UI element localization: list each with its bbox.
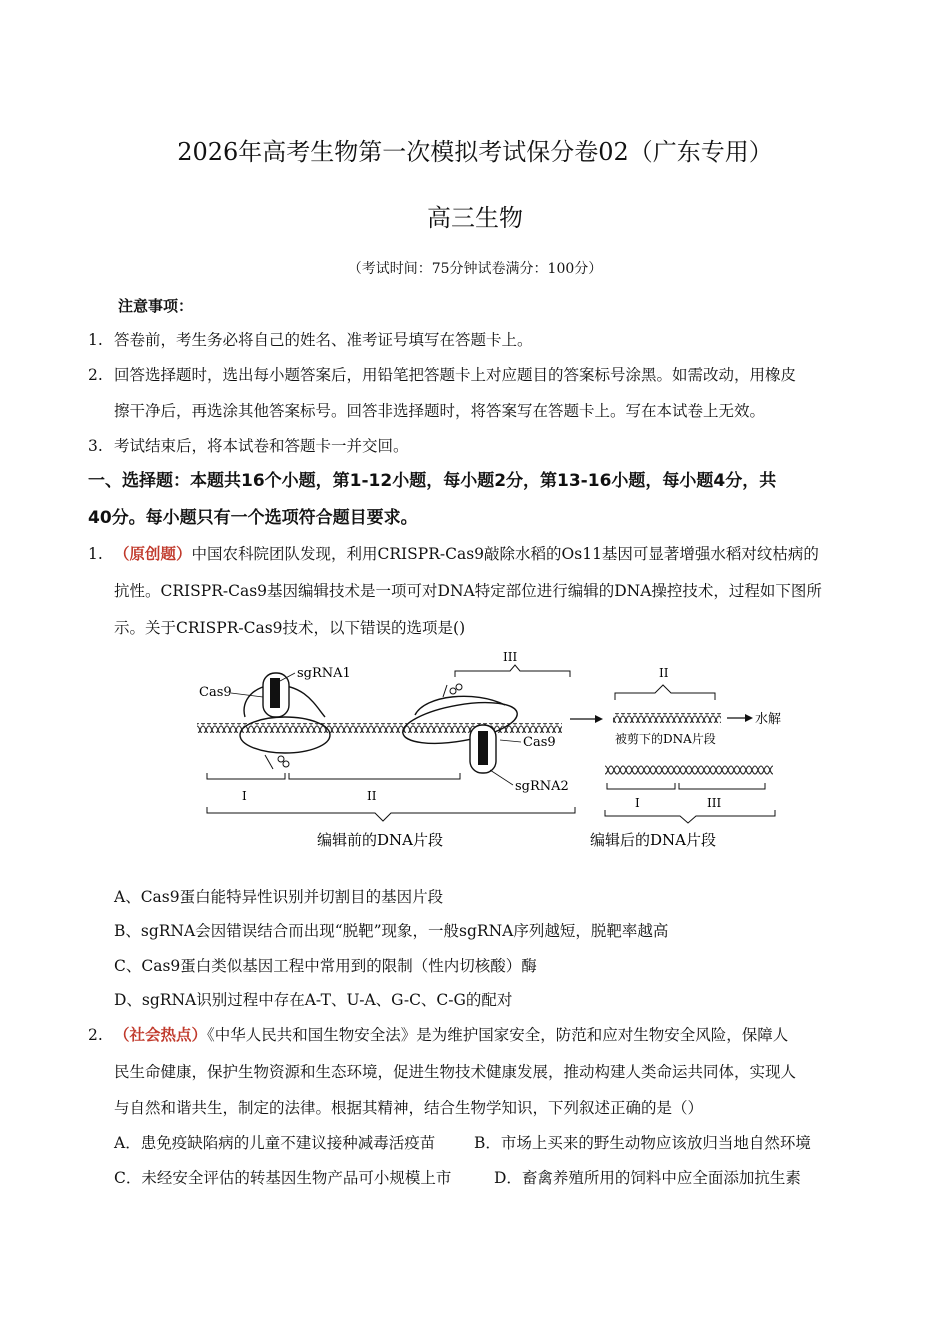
label-cas9-left: Cas9 [199,685,232,700]
question-1-option-d: D、sgRNA识别过程中存在A-T、U-A、G-C、C-G的配对 [114,991,513,1009]
label-after-editing: 编辑后的DNA片段 [590,831,716,849]
notice-item-number: 1. [88,331,103,349]
question-1-option-c: C、Cas9蛋白类似基因工程中常用到的限制（性内切核酸）酶 [114,957,537,975]
question-text: 《中华人民共和国生物安全法》是为维护国家安全，防范和应对生物安全风险，保障人 [207,1026,789,1044]
label-II-right: II [659,666,669,680]
page-title: 2026年高考生物第一次模拟考试保分卷02（广东专用） [177,138,773,166]
dna-cut-fragment [613,713,721,723]
question-number: 2. [88,1026,103,1044]
notice-item-3 [88,436,409,456]
question-2-option-d: D．畜禽养殖所用的饲料中应全面添加抗生素 [494,1169,801,1187]
section-heading: 一、选择题：本题共16个小题，第1-12小题，每小题2分，第13-16小题，每小题4分，共 [88,471,777,491]
label-sgrna1: sgRNA1 [297,666,351,681]
question-number: 1. [88,545,103,563]
question-2-line-2: 民生命健康，保护生物资源和生态环境，促进生物技术健康发展，推动构建人类命运共同体，实现人 [114,1063,797,1081]
label-I-right: I [635,796,640,810]
question-2-line-1 [88,1025,788,1045]
question-2-line-3: 与自然和谐共生，制定的法律。根据其精神，结合生物学知识，下列叙述正确的是（） [114,1099,704,1117]
notice-heading: 注意事项： [118,297,194,315]
question-1-line-3: 示。关于CRISPR-Cas9技术，以下错误的选项是() [114,619,466,637]
question-tag: （社会热点） [114,1025,208,1044]
question-1-line-2: 抗性。CRISPR-Cas9基因编辑技术是一项可对DNA特定部位进行编辑的DNA操控技术，过程如下图所 [114,582,822,600]
notice-item-text: 考试结束后，将本试卷和答题卡一并交回。 [114,437,409,455]
cas9-complex-left [240,673,330,769]
label-before-editing: 编辑前的DNA片段 [317,831,443,849]
question-2-option-c: C．未经安全评估的转基因生物产品可小规模上市 [114,1169,452,1187]
label-III: III [503,650,518,664]
question-tag: （原创题） [114,544,192,563]
question-1-line-1 [88,544,819,564]
label-sgrna2: sgRNA2 [515,779,569,794]
notice-item-number: 2. [88,366,103,384]
question-1-option-b: B、sgRNA会因错误结合而出现“脱靶”现象，一般sgRNA序列越短，脱靶率越高 [114,922,669,940]
page-subtitle: 高三生物 [427,204,523,232]
label-cas9-right: Cas9 [523,735,556,750]
label-cut-fragment: 被剪下的DNA片段 [615,732,716,746]
section-heading-cont: 40分。每小题只有一个选项符合题目要求。 [88,508,418,528]
crispr-cas9-diagram [185,645,785,860]
notice-item-text: 答卷前，考生务必将自己的姓名、准考证号填写在答题卡上。 [114,331,533,349]
question-2-option-b: B．市场上买来的野生动物应该放归当地自然环境 [474,1134,811,1152]
label-III-right: III [707,796,722,810]
question-1-option-a: A、Cas9蛋白能特异性识别并切割目的基因片段 [114,888,444,906]
label-I: I [242,789,247,803]
notice-item-text: 回答选择题时，选出每小题答案后，用铅笔把答题卡上对应题目的答案标号涂黑。如需改动，用橡皮 [114,366,797,384]
question-2-option-a: A．患免疫缺陷病的儿童不建议接种减毒活疫苗 [114,1134,436,1152]
label-II: II [367,789,377,803]
dna-strand-after [605,765,773,775]
question-text: 中国农科院团队发现，利用CRISPR-Cas9敲除水稻的Os11基因可显著增强水稻对纹枯病的 [191,545,819,563]
notice-item-2-cont: 擦干净后，再选涂其他答案标号。回答非选择题时，将答案写在答题卡上。写在本试卷上无效。 [114,402,766,420]
notice-item-2 [88,365,796,385]
label-hydrolysis: 水解 [755,712,782,727]
notice-item-1 [88,330,533,350]
exam-time-info: （考试时间：75分钟试卷满分：100分） [347,261,603,277]
dna-strand-before [197,723,562,733]
notice-item-number: 3. [88,437,103,455]
